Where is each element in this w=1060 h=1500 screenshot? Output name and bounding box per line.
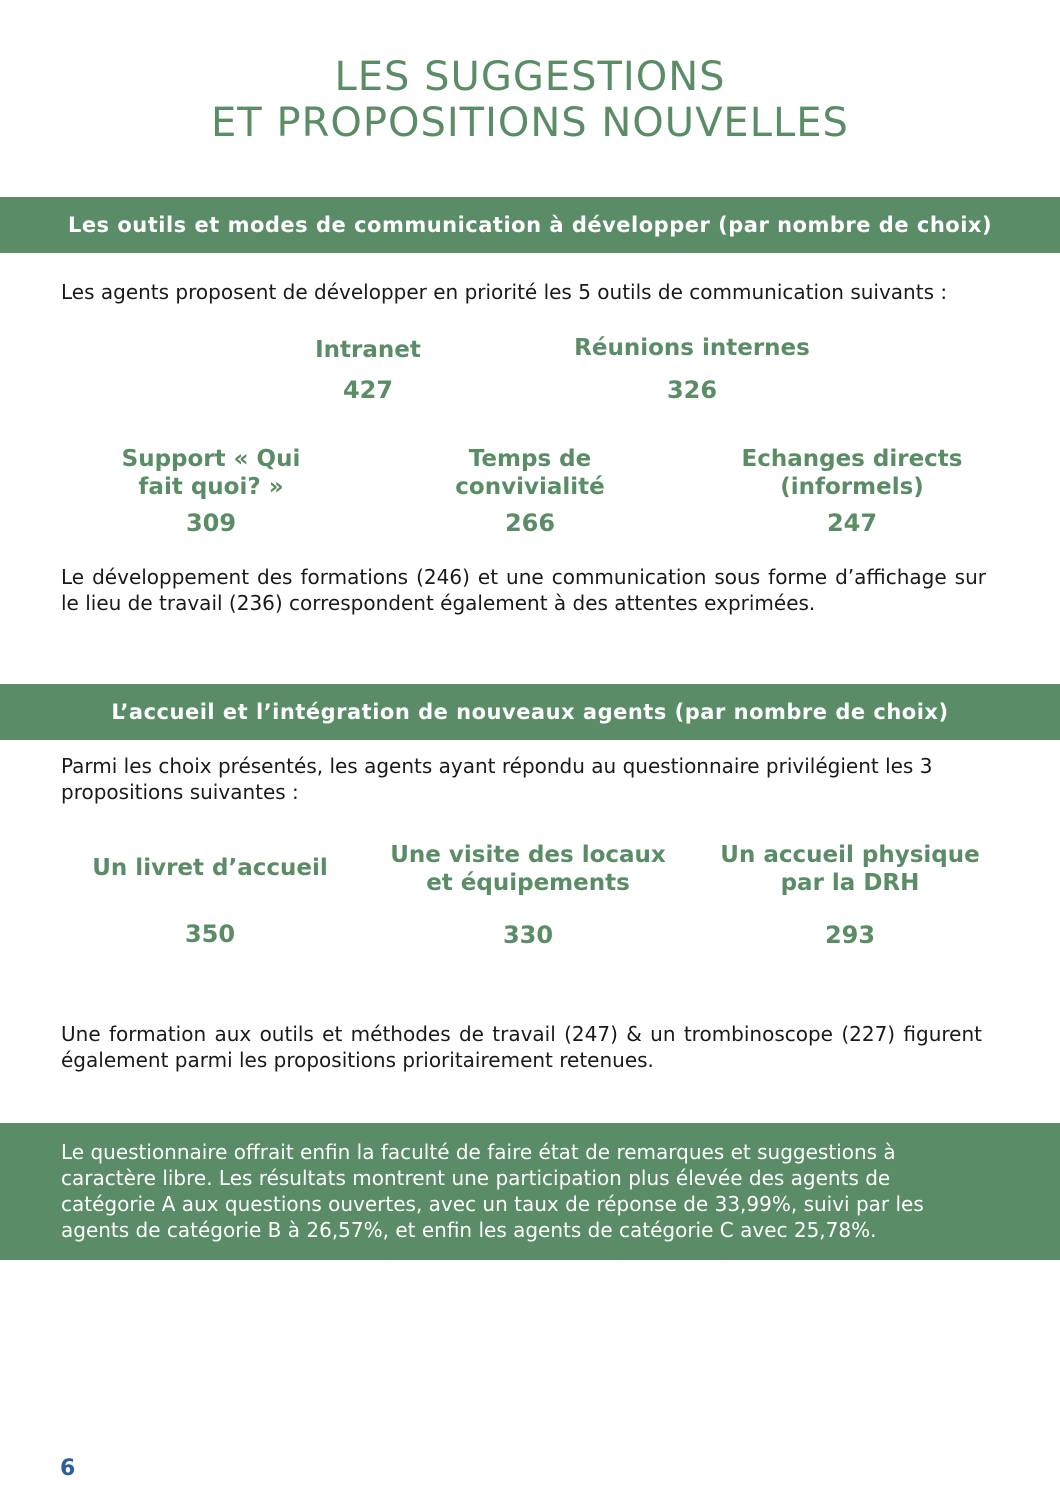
remarks-text: Le questionnaire offrait enfin la faculté de faire état de remarques et suggestions à caractère libre. Les résultats montrent une participation plus élevée des agents de catégorie A aux questions ouvertes, avec un taux de réponse de 33,99%, suivi par les agents de catégorie B à 26,57%, et enfin les agents de catégorie C avec 25,78%. bbox=[61, 1140, 924, 1242]
stat-visite-locaux-label: Une visite des locaux et équipements bbox=[390, 842, 666, 896]
communication-outro: Le développement des formations (246) et une communication sous forme d’affichage sur le lieu de travail (236) correspondent également à des attentes exprimées. bbox=[61, 565, 986, 615]
page-title-line-2: ET PROPOSITIONS NOUVELLES bbox=[211, 100, 849, 146]
stat-reunions-internes-label: Réunions internes bbox=[574, 335, 810, 361]
stat-visite-locaux-value: 330 bbox=[502, 921, 554, 949]
communication-intro: Les agents proposent de développer en priorité les 5 outils de communication suivants : bbox=[61, 280, 948, 304]
stat-support-qui-fait-quoi-value: 309 bbox=[185, 509, 237, 537]
page-title-line-1: LES SUGGESTIONS bbox=[334, 54, 726, 100]
accueil-intro: Parmi les choix présentés, les agents ayant répondu au questionnaire privilégient les 3 propositions suivantes : bbox=[61, 754, 933, 804]
stat-accueil-drh bbox=[720, 841, 980, 949]
stat-accueil-drh-value: 293 bbox=[824, 921, 876, 949]
stat-temps-convivialite-value: 266 bbox=[504, 509, 556, 537]
section-header-communication-label: Les outils et modes de communication à développer (par nombre de choix) bbox=[67, 213, 993, 237]
stat-echanges-directs-label: Echanges directs (informels) bbox=[741, 446, 963, 500]
stat-temps-convivialite bbox=[430, 445, 630, 537]
stat-intranet-label: Intranet bbox=[315, 337, 421, 363]
stat-reunions-internes bbox=[562, 334, 822, 404]
section-header-accueil bbox=[0, 684, 1060, 740]
stat-livret-accueil bbox=[90, 854, 330, 948]
stat-temps-convivialite-label: Temps de convivialité bbox=[455, 446, 605, 500]
remarks-box bbox=[0, 1123, 1060, 1260]
stat-echanges-directs bbox=[737, 445, 967, 537]
stat-visite-locaux bbox=[388, 841, 668, 949]
stat-intranet bbox=[268, 336, 468, 404]
stat-livret-accueil-value: 350 bbox=[184, 920, 236, 948]
page-title bbox=[0, 54, 1060, 146]
stat-echanges-directs-value: 247 bbox=[826, 509, 878, 537]
section-header-communication bbox=[0, 197, 1060, 253]
stat-support-qui-fait-quoi-label: Support « Qui fait quoi? » bbox=[121, 446, 301, 500]
stat-livret-accueil-label: Un livret d’accueil bbox=[92, 855, 328, 881]
stat-reunions-internes-value: 326 bbox=[666, 376, 718, 404]
stat-intranet-value: 427 bbox=[342, 376, 394, 404]
stat-accueil-drh-label: Un accueil physique par la DRH bbox=[720, 842, 980, 896]
stat-support-qui-fait-quoi bbox=[111, 445, 311, 537]
accueil-outro: Une formation aux outils et méthodes de travail (247) & un trombinoscope (227) figurent également parmi les propositions prioritairement retenues. bbox=[61, 1022, 982, 1072]
section-header-accueil-label: L’accueil et l’intégration de nouveaux agents (par nombre de choix) bbox=[111, 700, 949, 724]
page-number: 6 bbox=[60, 1456, 76, 1481]
